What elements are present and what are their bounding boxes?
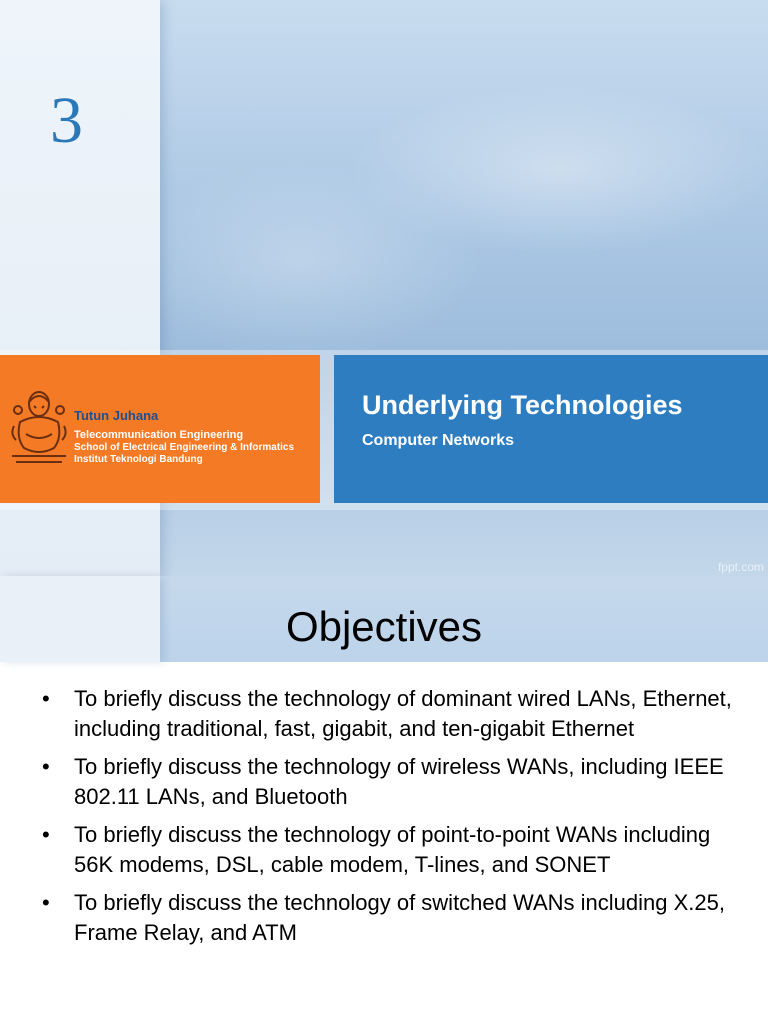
- bullet-text: To briefly discuss the technology of point-to-point WANs including 56K modems, DSL, cable modem, T-lines, and SONET: [74, 822, 711, 877]
- itb-logo-icon: [8, 382, 70, 474]
- author-school: School of Electrical Engineering & Informatics: [74, 442, 295, 453]
- objectives-slide: [0, 576, 768, 1024]
- list-item: [40, 888, 740, 948]
- author-institute: Institut Teknologi Bandung: [74, 454, 203, 465]
- objectives-list: [40, 684, 740, 956]
- bullet-icon: •: [42, 822, 50, 847]
- bullet-text: To briefly discuss the technology of switched WANs including X.25, Frame Relay, and ATM: [74, 890, 725, 945]
- author-block: [74, 408, 294, 466]
- bullet-text: To briefly discuss the technology of dominant wired LANs, Ethernet, including traditional, fast, gigabit, and ten-gigabit Ethernet: [74, 686, 732, 741]
- objectives-title: Objectives: [285, 603, 483, 650]
- author-department: Telecommunication Engineering: [74, 429, 244, 441]
- list-item: [40, 684, 740, 744]
- chapter-number: 3: [50, 84, 83, 157]
- bullet-icon: •: [42, 686, 50, 711]
- bullet-text: To briefly discuss the technology of wireless WANs, including IEEE 802.11 LANs, and Bluetooth: [74, 754, 724, 809]
- list-item: [40, 752, 740, 812]
- slide-subtitle: Computer Networks: [362, 432, 515, 449]
- bullet-icon: •: [42, 754, 50, 779]
- list-item: [40, 820, 740, 880]
- watermark: fppt.com: [717, 560, 764, 574]
- title-panel: [334, 355, 768, 503]
- bullet-icon: •: [42, 890, 50, 915]
- slide-title: Underlying Technologies: [362, 390, 683, 420]
- author-name: Tutun Juhana: [74, 408, 159, 423]
